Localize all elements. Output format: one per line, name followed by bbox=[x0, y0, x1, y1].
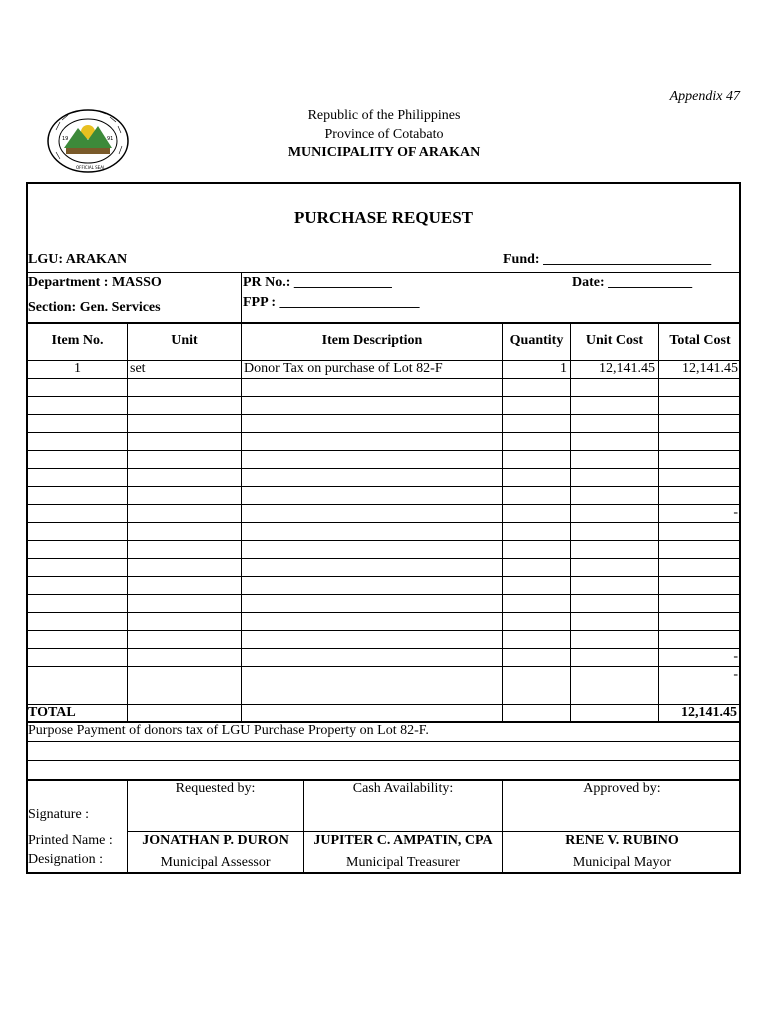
printed-name-label: Printed Name : bbox=[28, 833, 113, 848]
header-republic: Republic of the Philippines bbox=[307, 108, 461, 123]
row-divider bbox=[28, 576, 741, 577]
row-divider bbox=[28, 648, 741, 649]
form-title: PURCHASE REQUEST bbox=[293, 208, 473, 227]
total-cost-header: Total Cost bbox=[669, 333, 731, 348]
row-divider bbox=[28, 630, 741, 631]
divider bbox=[28, 704, 741, 705]
divider bbox=[28, 272, 741, 273]
approved-by-name: RENE V. RUBINO bbox=[565, 833, 679, 848]
table-cell-total-cost: - bbox=[733, 649, 738, 664]
divider bbox=[28, 322, 741, 324]
row-divider bbox=[28, 666, 741, 667]
purchase-request-form bbox=[26, 182, 741, 874]
row-divider bbox=[28, 612, 741, 613]
divider bbox=[128, 831, 741, 832]
purpose-text: Purpose Payment of donors tax of LGU Purchase Property on Lot 82-F. bbox=[28, 723, 429, 738]
total-label: TOTAL bbox=[28, 705, 76, 720]
seal-bottom-text: OFFICIAL SEAL bbox=[76, 165, 106, 170]
table-cell-description: Donor Tax on purchase of Lot 82-F bbox=[244, 361, 443, 376]
table-cell-total-cost: - bbox=[733, 667, 738, 682]
item-description-header: Item Description bbox=[321, 333, 423, 348]
row-divider bbox=[28, 540, 741, 541]
lgu-label: LGU: ARAKAN bbox=[28, 252, 128, 267]
department-label: Department : MASSO bbox=[28, 275, 162, 290]
quantity-header: Quantity bbox=[509, 333, 564, 348]
cash-availability-designation: Municipal Treasurer bbox=[346, 855, 460, 870]
row-divider bbox=[28, 594, 741, 595]
total-value: 12,141.45 bbox=[681, 705, 737, 720]
table-cell-total-cost: - bbox=[733, 505, 738, 520]
table-cell-quantity: 1 bbox=[560, 361, 567, 376]
seal-year-right: 91 bbox=[107, 136, 114, 142]
section-label: Section: Gen. Services bbox=[28, 300, 161, 315]
header-province: Province of Cotabato bbox=[324, 127, 444, 142]
header-municipality: MUNICIPALITY OF ARAKAN bbox=[287, 145, 481, 160]
column-divider bbox=[570, 322, 571, 721]
row-divider bbox=[28, 414, 741, 415]
row-divider bbox=[28, 558, 741, 559]
divider bbox=[241, 272, 242, 322]
row-divider bbox=[28, 504, 741, 505]
column-divider bbox=[658, 322, 659, 721]
seal-year-left: 19 bbox=[62, 136, 69, 142]
table-cell-item-no: 1 bbox=[74, 361, 81, 376]
table-cell-unit: set bbox=[130, 361, 146, 376]
date-field[interactable]: Date: ____________ bbox=[572, 275, 693, 290]
fund-field[interactable]: Fund: ________________________ bbox=[503, 252, 712, 267]
appendix-label: Appendix 47 bbox=[669, 89, 740, 104]
row-divider bbox=[28, 378, 741, 379]
unit-cost-header: Unit Cost bbox=[585, 333, 644, 348]
row-divider bbox=[28, 522, 741, 523]
item-no-header: Item No. bbox=[51, 333, 104, 348]
table-cell-total-cost: 12,141.45 bbox=[682, 361, 738, 376]
cash-availability-label: Cash Availability: bbox=[352, 781, 454, 796]
row-divider bbox=[28, 486, 741, 487]
approved-by-label: Approved by: bbox=[583, 781, 661, 796]
pr-no-field[interactable]: PR No.: ______________ bbox=[243, 275, 392, 290]
divider bbox=[28, 741, 741, 742]
row-divider bbox=[28, 432, 741, 433]
fpp-field[interactable]: FPP : ____________________ bbox=[243, 295, 420, 310]
row-divider bbox=[28, 396, 741, 397]
divider bbox=[28, 760, 741, 761]
signature-label: Signature : bbox=[28, 807, 90, 822]
unit-header: Unit bbox=[171, 333, 198, 348]
requested-by-designation: Municipal Assessor bbox=[160, 855, 271, 870]
table-cell-unit-cost: 12,141.45 bbox=[599, 361, 655, 376]
column-divider bbox=[502, 322, 503, 721]
cash-availability-name: JUPITER C. AMPATIN, CPA bbox=[313, 833, 493, 848]
row-divider bbox=[28, 468, 741, 469]
column-divider bbox=[127, 322, 128, 721]
approved-by-designation: Municipal Mayor bbox=[572, 855, 672, 870]
row-divider bbox=[28, 450, 741, 451]
requested-by-label: Requested by: bbox=[175, 781, 256, 796]
requested-by-name: JONATHAN P. DURON bbox=[142, 833, 289, 848]
designation-label: Designation : bbox=[28, 852, 104, 867]
column-divider bbox=[241, 322, 242, 721]
